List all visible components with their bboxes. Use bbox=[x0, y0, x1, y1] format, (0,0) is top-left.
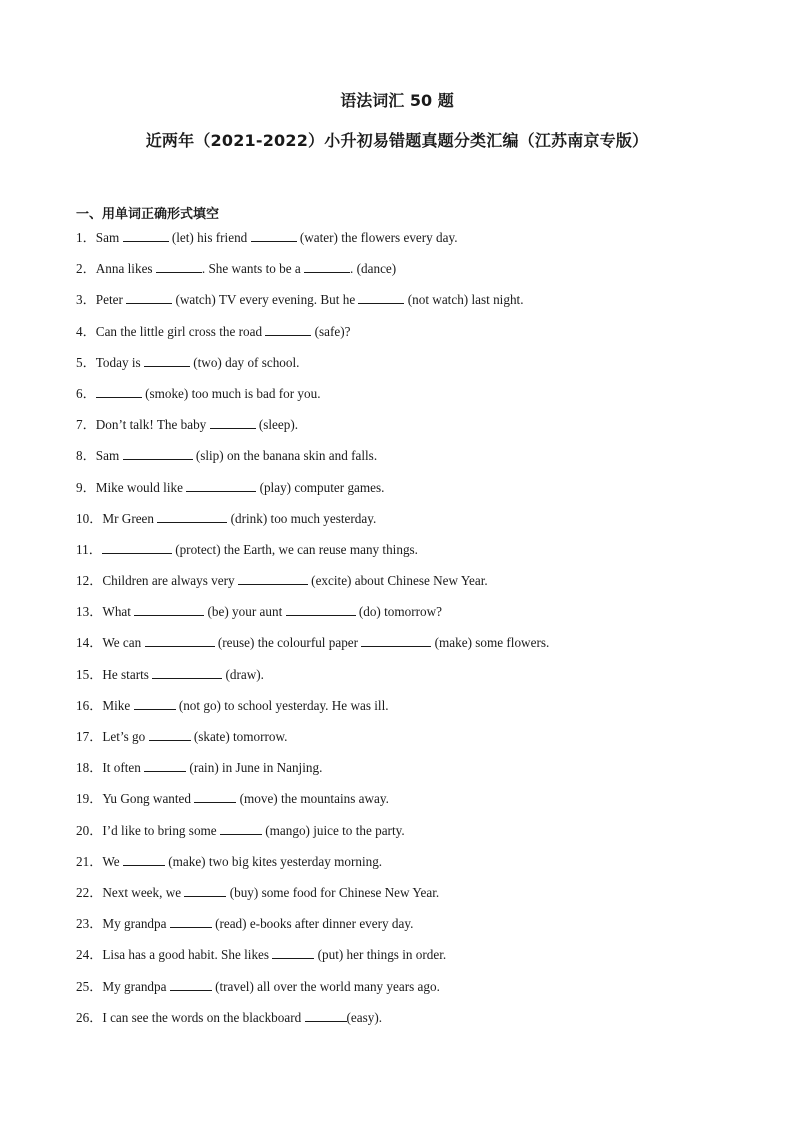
answer-blank[interactable] bbox=[149, 728, 191, 741]
question-item bbox=[76, 884, 756, 915]
question-item bbox=[76, 291, 756, 322]
question-item bbox=[76, 385, 756, 416]
question-item bbox=[76, 728, 756, 759]
question-text: Sam bbox=[95, 448, 123, 464]
question-text: What bbox=[102, 604, 135, 620]
question-text: (smoke) too much is bad for you. bbox=[141, 385, 321, 401]
section-heading: 一、用单词正确形式填空 bbox=[76, 207, 220, 222]
question-text: (water) the flowers every day. bbox=[296, 230, 458, 245]
question-item bbox=[76, 666, 756, 697]
question-number: 11． bbox=[76, 541, 102, 557]
question-item bbox=[76, 229, 756, 260]
question-number: 16． bbox=[76, 697, 103, 713]
question-text: (travel) all over the world many years ago. bbox=[211, 978, 440, 994]
question-text: (easy). bbox=[346, 1009, 383, 1025]
answer-blank[interactable] bbox=[184, 884, 226, 897]
question-number: 17． bbox=[76, 729, 103, 744]
question-item bbox=[76, 541, 756, 572]
question-text: (make) some flowers. bbox=[431, 635, 550, 651]
question-number: 22． bbox=[76, 884, 103, 900]
question-item bbox=[76, 416, 756, 447]
question-text: (do) tomorrow? bbox=[355, 604, 442, 620]
answer-blank[interactable] bbox=[96, 385, 142, 398]
question-item bbox=[76, 759, 756, 790]
question-item bbox=[76, 323, 756, 354]
question-item bbox=[76, 634, 756, 665]
answer-blank[interactable] bbox=[265, 323, 311, 336]
question-item bbox=[76, 479, 756, 510]
question-text: (not go) to school yesterday. He was ill. bbox=[175, 697, 389, 713]
question-number: 25． bbox=[76, 978, 103, 994]
question-number: 21． bbox=[76, 853, 103, 869]
answer-blank[interactable] bbox=[220, 822, 262, 835]
question-text: Sam bbox=[95, 230, 123, 245]
question-text: (be) your aunt bbox=[204, 604, 286, 620]
question-item bbox=[76, 572, 756, 603]
question-number: 24． bbox=[76, 947, 103, 963]
question-text: We bbox=[102, 853, 123, 869]
question-text: (reuse) the colourful paper bbox=[214, 635, 362, 651]
question-text: He starts bbox=[102, 666, 153, 682]
question-number: 2． bbox=[76, 261, 96, 277]
question-text: (safe)? bbox=[311, 323, 351, 339]
question-item bbox=[76, 978, 756, 1009]
question-item bbox=[76, 697, 756, 728]
answer-blank[interactable] bbox=[144, 759, 186, 772]
question-text: (two) day of school. bbox=[189, 354, 300, 370]
question-text: (protect) the Earth, we can reuse many things. bbox=[171, 541, 418, 557]
answer-blank[interactable] bbox=[210, 416, 256, 429]
question-number: 26． bbox=[76, 1009, 103, 1025]
answer-blank[interactable] bbox=[144, 354, 190, 367]
question-text: (read) e-books after dinner every day. bbox=[211, 916, 414, 932]
question-number: 8． bbox=[76, 448, 96, 464]
answer-blank[interactable] bbox=[145, 634, 215, 647]
question-text: Don’t talk! The baby bbox=[95, 417, 210, 433]
question-item bbox=[76, 915, 756, 946]
question-number: 12． bbox=[76, 573, 103, 589]
question-text: (buy) some food for Chinese New Year. bbox=[226, 884, 440, 900]
question-text: (skate) tomorrow. bbox=[190, 729, 288, 744]
question-text: (make) two big kites yesterday morning. bbox=[164, 853, 383, 869]
question-number: 3． bbox=[76, 292, 96, 308]
question-text: It often bbox=[102, 760, 145, 776]
question-item bbox=[76, 447, 756, 478]
question-number: 15． bbox=[76, 666, 103, 682]
answer-blank[interactable] bbox=[361, 634, 431, 647]
question-text: (play) computer games. bbox=[256, 479, 385, 495]
answer-blank[interactable] bbox=[194, 790, 236, 803]
question-text: I’d like to bring some bbox=[102, 822, 220, 838]
question-item bbox=[76, 510, 756, 541]
question-text: (rain) in June in Nanjing. bbox=[186, 760, 323, 776]
question-text: (draw). bbox=[222, 666, 264, 682]
answer-blank[interactable] bbox=[305, 1009, 347, 1022]
question-text: Mike would like bbox=[95, 479, 187, 495]
question-number: 7． bbox=[76, 417, 96, 433]
answer-blank[interactable] bbox=[123, 229, 169, 242]
question-number: 1． bbox=[76, 230, 96, 245]
answer-blank[interactable] bbox=[157, 510, 227, 523]
question-item bbox=[76, 354, 756, 385]
question-item bbox=[76, 853, 756, 884]
question-text: . She wants to be a bbox=[201, 261, 305, 277]
answer-blank[interactable] bbox=[170, 978, 212, 991]
answer-blank[interactable] bbox=[123, 447, 193, 460]
answer-blank[interactable] bbox=[286, 603, 356, 616]
question-number: 20． bbox=[76, 822, 103, 838]
question-text: We can bbox=[102, 635, 145, 651]
question-text: Yu Gong wanted bbox=[102, 791, 195, 807]
answer-blank[interactable] bbox=[102, 541, 172, 554]
question-item bbox=[76, 260, 756, 291]
question-text: Let’s go bbox=[102, 729, 149, 744]
question-item bbox=[76, 1009, 756, 1040]
question-text: (watch) TV every evening. But he bbox=[172, 292, 359, 308]
question-text: . (dance) bbox=[350, 261, 397, 277]
answer-blank[interactable] bbox=[238, 572, 308, 585]
question-number: 9． bbox=[76, 479, 96, 495]
question-text: Can the little girl cross the road bbox=[95, 323, 266, 339]
question-number: 23． bbox=[76, 916, 103, 932]
question-text: (drink) too much yesterday. bbox=[227, 510, 377, 526]
question-item bbox=[76, 946, 756, 977]
question-item bbox=[76, 822, 756, 853]
question-text: (put) her things in order. bbox=[314, 947, 447, 963]
answer-blank[interactable] bbox=[134, 603, 204, 616]
question-text: Mr Green bbox=[102, 510, 158, 526]
question-number: 14． bbox=[76, 635, 103, 651]
question-number: 4． bbox=[76, 323, 96, 339]
question-text: Peter bbox=[95, 292, 127, 308]
question-text: Today is bbox=[95, 354, 144, 370]
question-number: 10． bbox=[76, 510, 103, 526]
question-text: (slip) on the banana skin and falls. bbox=[192, 448, 378, 464]
question-text: Mike bbox=[102, 697, 134, 713]
answer-blank[interactable] bbox=[170, 915, 212, 928]
question-text: My grandpa bbox=[102, 978, 170, 994]
question-number: 5． bbox=[76, 354, 96, 370]
question-text: Next week, we bbox=[102, 884, 185, 900]
document-title: 语法词汇 50 题 bbox=[340, 91, 454, 110]
question-text: Lisa has a good habit. She likes bbox=[102, 947, 273, 963]
document-subtitle: 近两年（2021-2022）小升初易错题真题分类汇编（江苏南京专版） bbox=[145, 131, 649, 150]
question-text: (let) his friend bbox=[168, 230, 251, 245]
question-text: Anna likes bbox=[95, 261, 156, 277]
question-number: 13． bbox=[76, 604, 103, 620]
question-text: My grandpa bbox=[102, 916, 170, 932]
question-text: (not watch) last night. bbox=[404, 292, 524, 308]
question-text: (mango) juice to the party. bbox=[261, 822, 405, 838]
answer-blank[interactable] bbox=[156, 260, 202, 273]
answer-blank[interactable] bbox=[358, 291, 404, 304]
question-text: I can see the words on the blackboard bbox=[102, 1009, 305, 1025]
question-number: 19． bbox=[76, 791, 103, 807]
answer-blank[interactable] bbox=[126, 291, 172, 304]
answer-blank[interactable] bbox=[251, 229, 297, 242]
question-text: Children are always very bbox=[102, 573, 238, 589]
answer-blank[interactable] bbox=[304, 260, 350, 273]
answer-blank[interactable] bbox=[134, 697, 176, 710]
question-number: 6． bbox=[76, 385, 96, 401]
answer-blank[interactable] bbox=[152, 666, 222, 679]
question-text: (sleep). bbox=[255, 417, 299, 433]
answer-blank[interactable] bbox=[272, 946, 314, 959]
answer-blank[interactable] bbox=[123, 853, 165, 866]
question-item bbox=[76, 790, 756, 821]
question-item bbox=[76, 603, 756, 634]
question-text: (excite) about Chinese New Year. bbox=[307, 573, 488, 589]
question-number: 18． bbox=[76, 760, 103, 776]
question-list bbox=[76, 229, 756, 1040]
answer-blank[interactable] bbox=[186, 479, 256, 492]
question-text: (move) the mountains away. bbox=[236, 791, 389, 807]
